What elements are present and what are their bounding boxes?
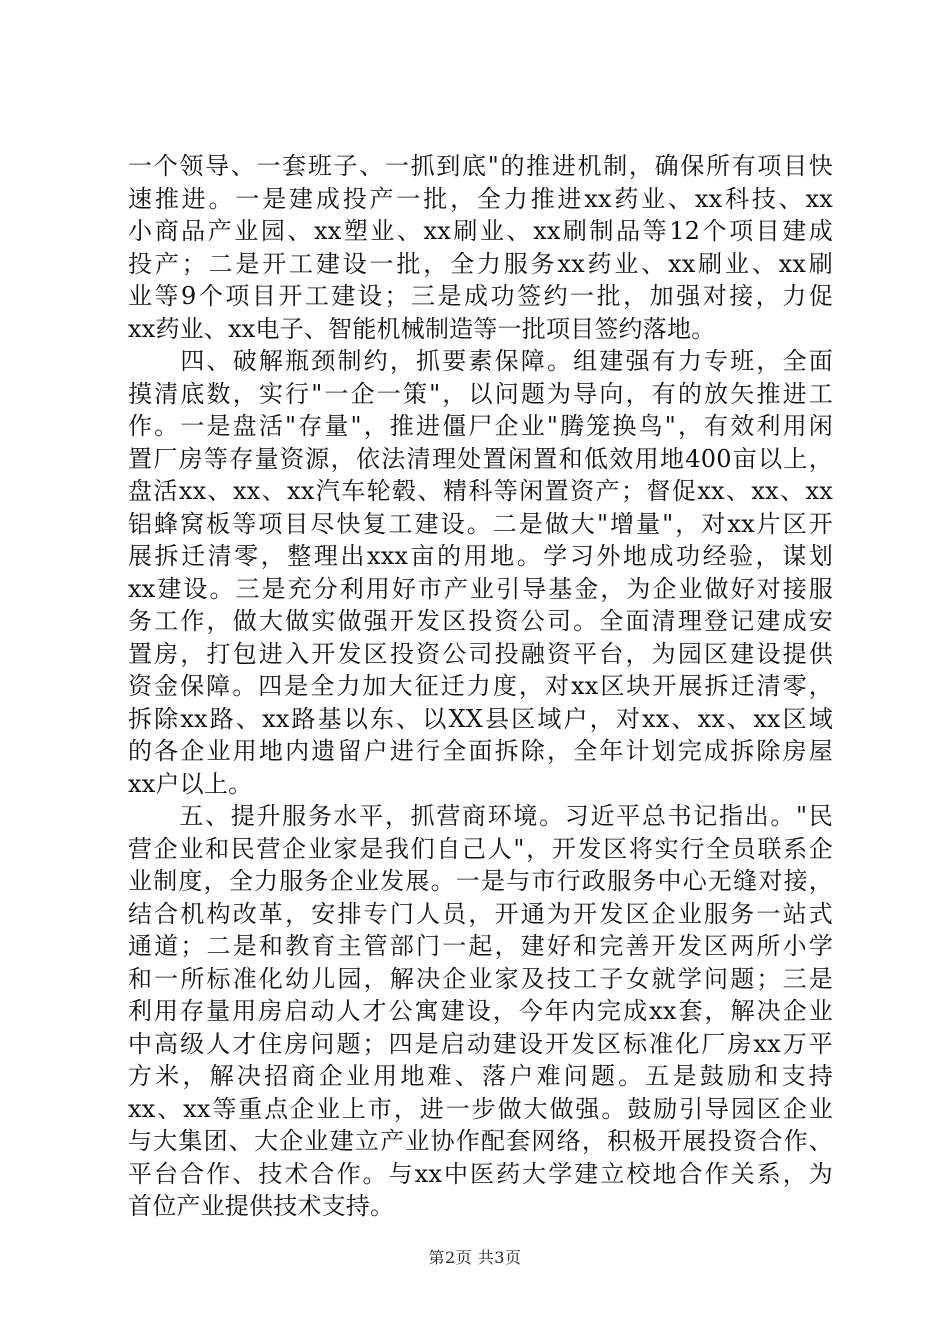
document-line: 投产；二是开工建设一批，全力服务xx药业、xx刷业、xx刷 [128,249,833,278]
document-line: 通道；二是和教育主管部门一起，建好和完善开发区两所小学 [128,932,833,960]
document-line: 的各企业用地内遗留户进行全面拆除，全年计划完成拆除房屋 [128,737,833,765]
document-line: 中高级人才住房问题；四是启动建设开发区标准化厂房xx万平 [128,1029,833,1058]
document-line: 作。一是盘活"存量"，推进僵尸企业"腾笼换鸟"，有效利用闲 [128,412,833,440]
document-line: xx药业、xx电子、智能机械制造等一批项目签约落地。 [128,314,716,343]
document-line: 首位产业提供技术支持。 [128,1192,395,1220]
document-line: 置房，打包进入开发区投资公司投融资平台，为园区建设提供 [128,639,833,668]
document-line: 业制度，全力服务企业发展。一是与市行政服务中心无缝对接， [128,867,833,895]
document-line: 四、破解瓶颈制约，抓要素保障。组建强有力专班，全面 [128,347,833,375]
document-line: 和一所标准化幼儿园，解决企业家及技工子女就学问题；三是 [128,964,833,993]
document-line: 务工作，做大做实做强开发区投资公司。全面清理登记建成安 [128,607,833,635]
document-line: 营企业和民营企业家是我们自己人"，开发区将实行全员联系企 [128,834,833,863]
document-line: 小商品产业园、xx塑业、xx刷业、xx刷制品等12个项目建成 [128,217,833,245]
page-footer: 第2页 共3页 [428,1248,522,1267]
document-line: 结合机构改革，安排专门人员，开通为开发区企业服务一站式 [128,899,833,928]
document-line: 平台合作、技术合作。与xx中医药大学建立校地合作关系，为 [128,1159,833,1188]
document-line: 资金保障。四是全力加大征迁力度，对xx区块开展拆迁清零， [128,672,833,700]
document-line: 方米，解决招商企业用地难、落户难问题。五是鼓励和支持 [128,1062,833,1090]
document-line: 利用存量用房启动人才公寓建设，今年内完成xx套，解决企业 [128,997,833,1025]
document-line: xx、xx等重点企业上市，进一步做大做强。鼓励引导园区企业 [128,1094,833,1123]
document-line: 速推进。一是建成投产一批，全力推进xx药业、xx科技、xx [128,184,833,213]
document-line: 置厂房等存量资源，依法清理处置闲置和低效用地400亩以上， [128,444,833,473]
document-line: 摸清底数，实行"一企一策"，以问题为导向，有的放矢推进工 [128,379,833,408]
document-line: 业等9个项目开工建设；三是成功签约一批，加强对接，力促 [128,282,833,310]
document-line: 与大集团、大企业建立产业协作配套网络，积极开展投资合作、 [128,1127,833,1155]
document-line: 盘活xx、xx、xx汽车轮毂、精科等闲置资产；督促xx、xx、xx [128,477,833,505]
document-line: 五、提升服务水平，抓营商环境。习近平总书记指出。"民 [128,802,833,830]
document-line: xx建设。三是充分利用好市产业引导基金，为企业做好对接服 [128,574,833,603]
document-line: 拆除xx路、xx路基以东、以XX县区域户，对xx、xx、xx区域 [128,704,833,733]
document-line: 一个领导、一套班子、一抓到底"的推进机制，确保所有项目快 [128,152,833,180]
document-body [128,150,833,1223]
document-line: 展拆迁清零，整理出xxx亩的用地。学习外地成功经验，谋划 [128,542,833,570]
document-line: xx户以上。 [128,769,253,798]
document-line: 铝蜂窝板等项目尽快复工建设。二是做大"增量"，对xx片区开 [128,509,833,538]
